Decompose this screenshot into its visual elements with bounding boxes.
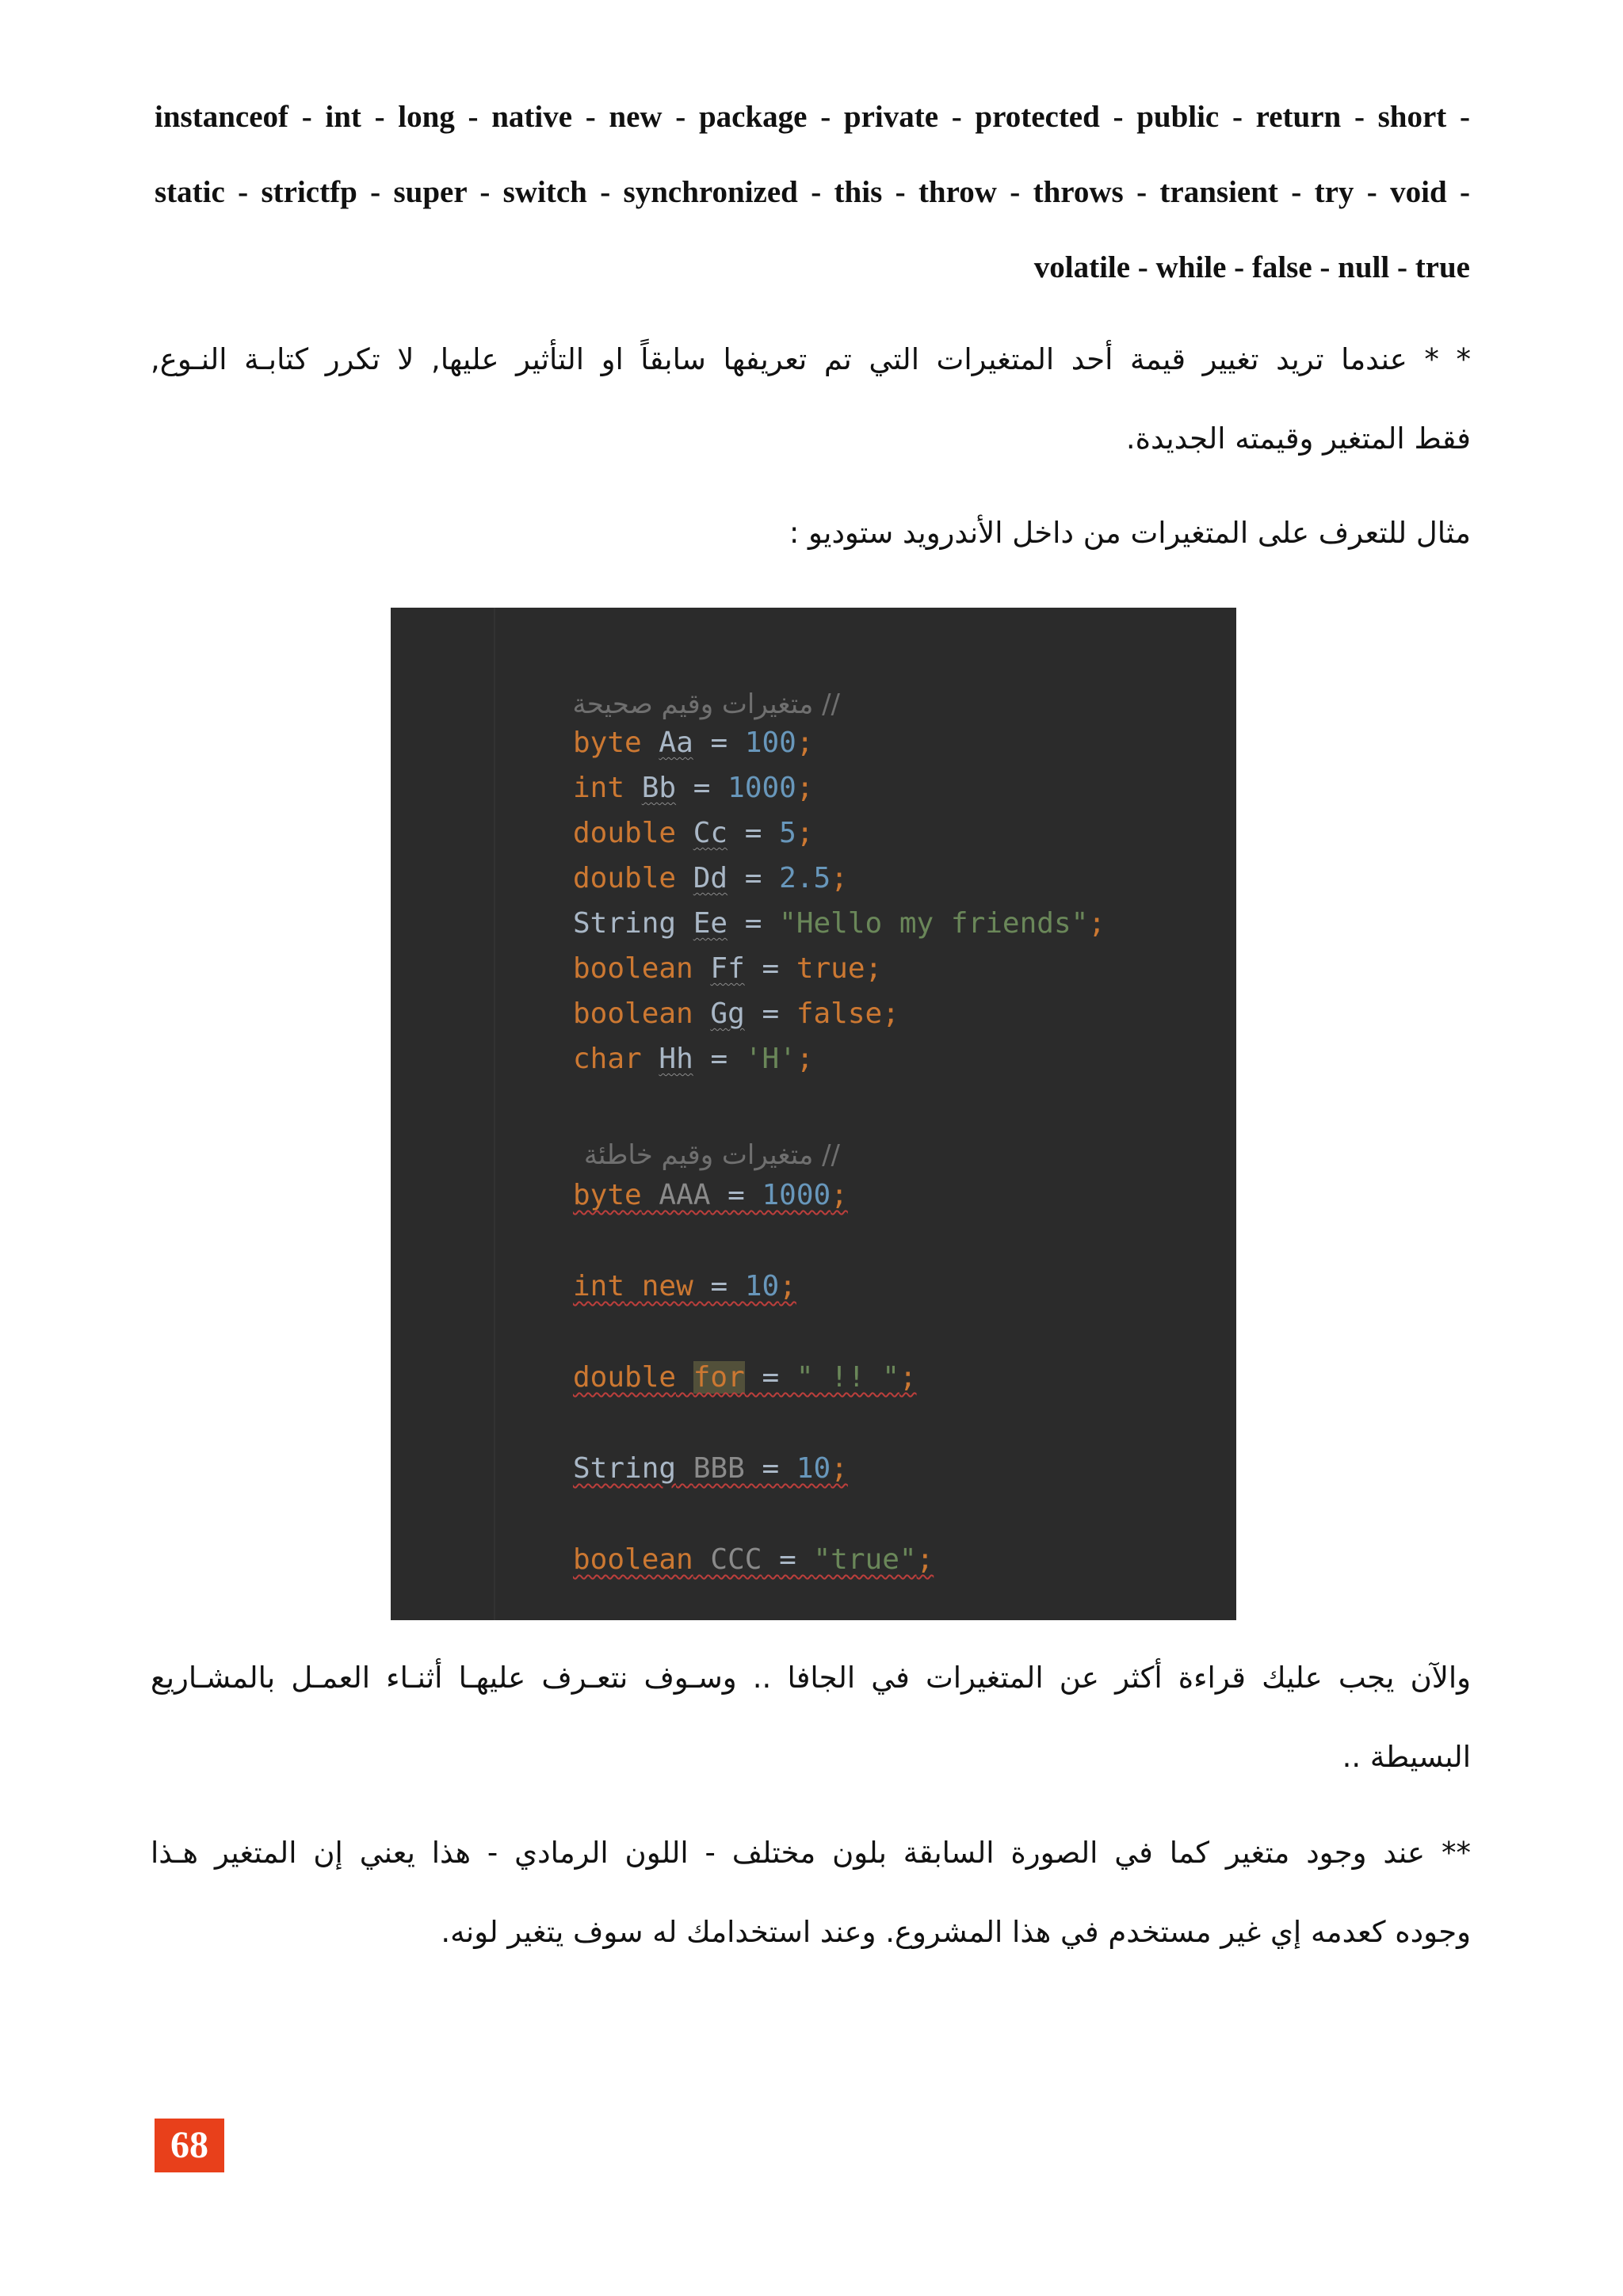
code-line-valid	[573, 997, 899, 1032]
error-underline	[573, 1361, 917, 1394]
code-type: boolean	[573, 997, 693, 1030]
code-semicolon: ;	[831, 1179, 848, 1211]
code-line-valid	[573, 906, 1106, 941]
code-line-invalid	[573, 1269, 796, 1304]
code-semicolon: ;	[899, 1361, 917, 1394]
code-line-valid	[573, 816, 814, 851]
code-operator: =	[744, 862, 762, 894]
code-type: double	[573, 1361, 677, 1394]
code-semicolon: ;	[796, 1043, 814, 1075]
code-variable-name: new	[641, 1270, 693, 1302]
code-semicolon: ;	[796, 727, 814, 759]
code-value: 100	[744, 727, 796, 759]
paragraph2-line2: البسيطة ..	[1342, 1740, 1471, 1774]
code-type: int	[573, 1270, 625, 1302]
keywords-line-1: instanceof - int - long - native - new - package - private - protected - public - return - short -	[155, 100, 1470, 134]
code-variable-name: Aa	[659, 727, 693, 759]
keywords-line-2: static - strictfp - super - switch - synchronized - this - throw - throws - transient - try - void -	[155, 175, 1470, 209]
error-underline	[573, 1270, 796, 1302]
example-caption: مثال للتعرف على المتغيرات من داخل الأندرويد ستوديو :	[789, 516, 1471, 550]
code-type: byte	[573, 1179, 642, 1211]
page-number: 68	[155, 2119, 224, 2172]
code-value: 'H'	[744, 1043, 796, 1075]
code-value: 1000	[727, 772, 796, 804]
code-type: char	[573, 1043, 642, 1075]
paragraph1-line1: * * عندما تريد تغيير قيمة أحد المتغيرات التي تم تعريفها سابقاً او التأثير عليها, لا تكرر كتابـة النـوع,	[151, 342, 1471, 376]
code-type: String	[573, 907, 677, 940]
code-variable-name: Gg	[710, 997, 745, 1030]
code-comment-valid: // متغيرات وقيم صحيحة	[572, 688, 840, 720]
code-operator: =	[779, 1543, 796, 1576]
code-semicolon: ;	[865, 952, 883, 985]
code-operator: =	[744, 907, 762, 940]
code-type: double	[573, 862, 677, 894]
code-operator: =	[762, 1361, 780, 1394]
code-operator: =	[727, 1179, 745, 1211]
code-type: String	[573, 1452, 677, 1485]
code-comment-invalid: // متغيرات وقيم خاطئة	[583, 1139, 840, 1171]
code-gutter-divider	[494, 608, 495, 1620]
code-value: "Hello my friends"	[779, 907, 1089, 940]
code-screenshot	[391, 608, 1236, 1620]
code-operator: =	[762, 952, 780, 985]
code-value: 2.5	[779, 862, 831, 894]
code-line-invalid	[573, 1178, 848, 1213]
paragraph2-line1: والآن يجب عليك قراءة أكثر عن المتغيرات في الجافا .. وسـوف نتعـرف عليهـا أثنـاء العمـل بالمشـاريع	[151, 1661, 1471, 1695]
code-value: true	[796, 952, 865, 985]
code-value: false	[796, 997, 883, 1030]
code-value: "true"	[813, 1543, 917, 1576]
error-underline	[573, 1179, 848, 1211]
code-semicolon: ;	[796, 817, 814, 849]
paragraph3-line1: ** عند وجود متغير كما في الصورة السابقة بلون مختلف - اللون الرمادي - هذا يعني إن المتغير هـذا	[151, 1836, 1471, 1870]
code-semicolon: ;	[882, 997, 899, 1030]
code-semicolon: ;	[779, 1270, 796, 1302]
code-semicolon: ;	[916, 1543, 934, 1576]
code-semicolon: ;	[1088, 907, 1106, 940]
code-variable-name: AAA	[659, 1179, 711, 1211]
code-operator: =	[710, 727, 728, 759]
code-variable-name: CCC	[710, 1543, 762, 1576]
code-value: 5	[779, 817, 796, 849]
paragraph1-line2: فقط المتغير وقيمته الجديدة.	[1125, 421, 1471, 456]
code-variable-name: BBB	[693, 1452, 745, 1485]
keywords-line-3: volatile - while - false - null - true	[1033, 250, 1470, 284]
code-line-invalid	[573, 1543, 934, 1577]
code-line-valid	[573, 726, 814, 761]
code-variable-name: Dd	[693, 862, 728, 894]
code-variable-name: for	[693, 1361, 745, 1394]
error-underline	[573, 1452, 848, 1485]
code-line-valid	[573, 952, 882, 986]
code-semicolon: ;	[831, 862, 848, 894]
code-operator: =	[762, 1452, 780, 1485]
code-line-valid	[573, 1042, 814, 1077]
code-value: 1000	[762, 1179, 831, 1211]
code-line-valid	[573, 861, 848, 896]
code-variable-name: Cc	[693, 817, 728, 849]
code-value: " !! "	[796, 1361, 899, 1394]
code-operator: =	[693, 772, 711, 804]
code-value: 10	[744, 1270, 780, 1302]
code-type: double	[573, 817, 677, 849]
code-line-invalid	[573, 1451, 848, 1486]
code-value: 10	[796, 1452, 831, 1485]
code-type: int	[573, 772, 625, 804]
code-variable-name: Hh	[659, 1043, 693, 1075]
code-operator: =	[744, 817, 762, 849]
code-type: boolean	[573, 952, 693, 985]
code-line-invalid	[573, 1360, 917, 1395]
code-type: byte	[573, 727, 642, 759]
code-operator: =	[710, 1043, 728, 1075]
code-variable-name: Bb	[641, 772, 677, 804]
code-semicolon: ;	[796, 772, 814, 804]
code-variable-name: Ff	[710, 952, 745, 985]
code-semicolon: ;	[831, 1452, 848, 1485]
paragraph3-line2: وجوده كعدمه إي غير مستخدم في هذا المشروع. وعند استخدامك له سوف يتغير لونه.	[441, 1915, 1471, 1949]
error-underline	[573, 1543, 934, 1576]
code-variable-name: Ee	[693, 907, 728, 940]
code-operator: =	[762, 997, 780, 1030]
code-operator: =	[710, 1270, 728, 1302]
code-line-valid	[573, 771, 814, 806]
code-type: boolean	[573, 1543, 693, 1576]
